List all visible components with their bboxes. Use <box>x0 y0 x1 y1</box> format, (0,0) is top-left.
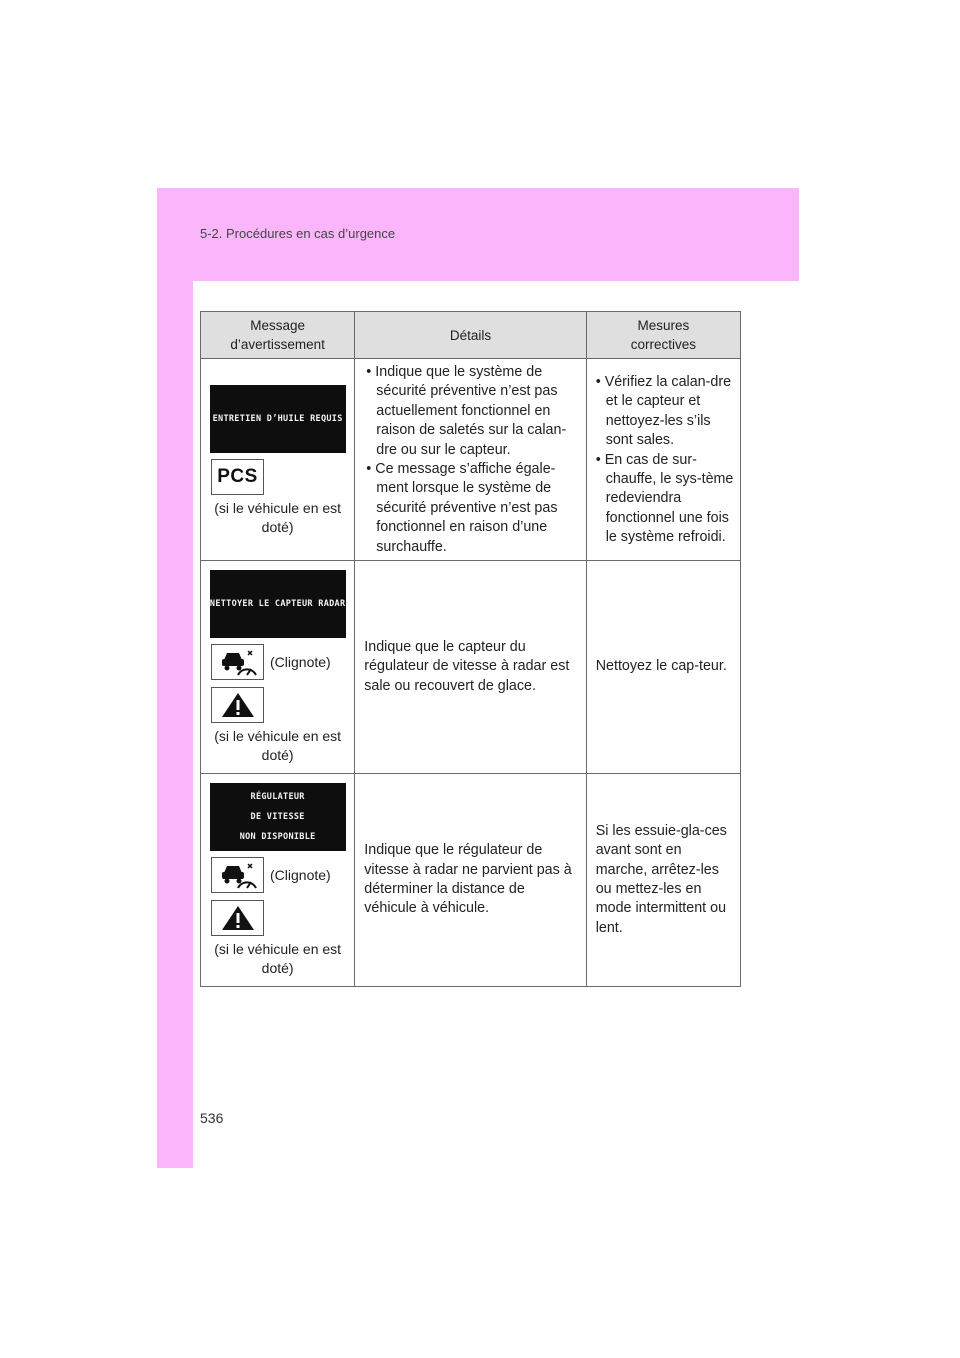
radar-cruise-icon <box>211 857 264 893</box>
header-details: Détails <box>355 312 586 359</box>
details-cell <box>355 561 586 774</box>
vehicle-note-line2: doté) <box>261 960 294 976</box>
section-title: 5-2. Procédures en cas d’urgence <box>200 226 396 241</box>
warning-messages-table <box>200 311 741 987</box>
pcs-icon <box>211 459 264 495</box>
warning-triangle-svg <box>220 691 256 719</box>
list-item: • En cas de sur-chauffe, le sys-tème redeviendra fonctionnel une fois le système refroidi. <box>589 451 736 548</box>
details-list <box>355 359 585 557</box>
vehicle-note-line1: (si le véhicule en est <box>214 941 342 957</box>
vehicle-note <box>201 727 354 765</box>
icon-row <box>201 687 354 723</box>
details-text: Indique que le capteur du régulateur de vitesse à radar est sale ou recouvert de glace. <box>364 638 570 694</box>
message-cell <box>201 774 355 987</box>
vehicle-note-line1: (si le véhicule en est <box>214 500 342 516</box>
screen-line: NON DISPONIBLE <box>239 832 316 842</box>
radar-cruise-icon <box>211 644 264 680</box>
display-screen <box>210 570 346 638</box>
measures-cell <box>586 774 740 987</box>
details-cell <box>355 359 586 561</box>
table-row <box>201 359 741 561</box>
details-cell <box>355 774 586 987</box>
message-cell <box>201 359 355 561</box>
warning-triangle-icon <box>211 900 264 936</box>
vehicle-note-line1: (si le véhicule en est <box>214 728 342 744</box>
vehicle-note <box>201 499 354 537</box>
warning-triangle-icon <box>211 687 264 723</box>
header-measures-line2: correctives <box>630 337 696 352</box>
radar-cruise-icon-svg <box>218 647 258 677</box>
icon-row <box>201 857 354 893</box>
icon-row <box>201 459 354 495</box>
measures-text: Nettoyez le cap-teur. <box>595 658 727 675</box>
measures-cell <box>586 359 740 561</box>
screen-line: DE VITESSE <box>250 812 305 822</box>
display-screen <box>210 783 346 851</box>
header-measures-line1: Mesures <box>637 318 690 333</box>
header-measures <box>586 312 740 359</box>
page-number: 536 <box>200 1110 224 1126</box>
pcs-icon-text: PCS <box>217 466 258 487</box>
details-text: Indique que le régulateur de vitesse à radar ne parvient pas à déterminer la distance de véhicule à véhicule. <box>364 842 572 917</box>
icon-row <box>201 900 354 936</box>
blink-label: (Clignote) <box>270 867 331 883</box>
vehicle-note-line2: doté) <box>261 519 294 535</box>
vehicle-note <box>201 940 354 978</box>
screen-line: RÉGULATEUR <box>250 792 305 802</box>
vehicle-note-line2: doté) <box>261 747 294 763</box>
icon-row <box>201 644 354 680</box>
warning-triangle-svg <box>220 904 256 932</box>
table-row <box>201 774 741 987</box>
header-message <box>201 312 355 359</box>
screen-line: NETTOYER LE CAPTEUR RADAR <box>209 599 346 609</box>
list-item: • Ce message s’affiche égale-ment lorsque le système de sécurité préventive n’est pas fonctionnel en raison d’une surchauffe. <box>359 460 579 557</box>
display-screen <box>210 385 346 453</box>
header-message-line2: d’avertissement <box>230 337 325 352</box>
measures-text: Si les essuie-gla-ces avant sont en marche, arrêtez-les ou mettez-les en mode intermittent ou lent. <box>595 822 727 936</box>
message-cell <box>201 561 355 774</box>
side-strip <box>157 188 193 1168</box>
radar-cruise-icon-svg <box>218 860 258 890</box>
table-row <box>201 561 741 774</box>
header-message-line1: Message <box>250 318 306 333</box>
blink-label: (Clignote) <box>270 654 331 670</box>
list-item: • Vérifiez la calan-dre et le capteur et nettoyez-les s’ils sont sales. <box>589 373 736 451</box>
list-item: • Indique que le système de sécurité préventive n’est pas actuellement fonctionnel en raison de saletés sur la calan-dre ou sur le capteur. <box>359 363 579 460</box>
measures-cell <box>586 561 740 774</box>
screen-line: ENTRETIEN D’HUILE REQUIS <box>212 414 343 424</box>
measures-list <box>587 359 740 548</box>
table-header-row <box>201 312 741 359</box>
